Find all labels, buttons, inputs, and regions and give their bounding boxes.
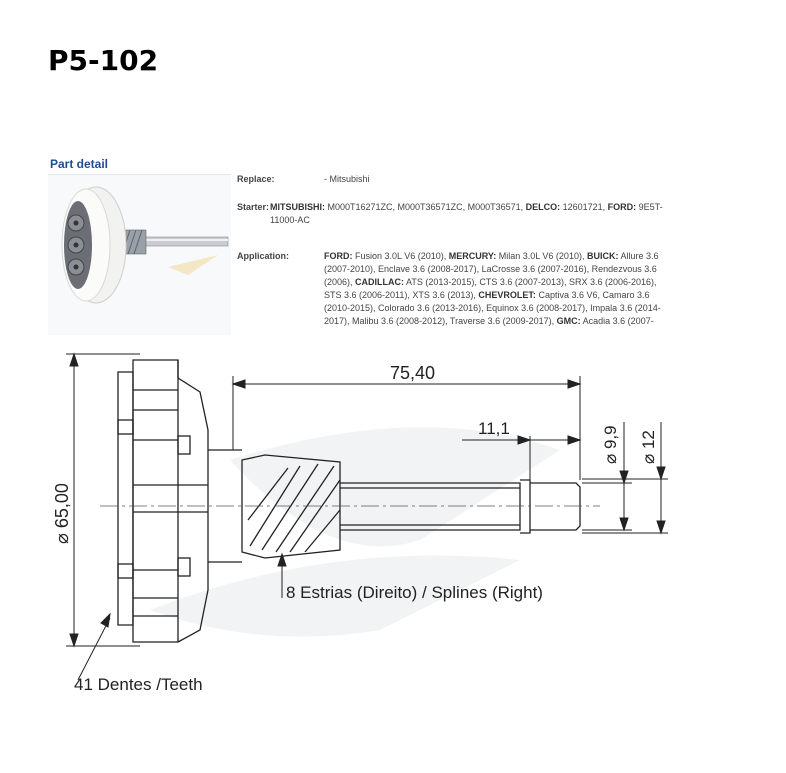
drawing-svg: [0, 340, 786, 768]
brand-name: MITSUBISHI:: [270, 202, 325, 212]
technical-drawing: [0, 340, 786, 768]
page-title: P5-102: [48, 44, 159, 77]
splines-note: 8 Estrias (Direito) / Splines (Right): [286, 583, 543, 602]
starter-label: Starter:: [237, 202, 270, 212]
dim-d1-label: ⌀ 9,9: [601, 425, 620, 464]
brand-models: M000T16271ZC, M000T36571ZC, M000T36571,: [325, 202, 526, 212]
brand-models: Milan 3.0L V6 (2010),: [496, 251, 587, 261]
brand-name: FORD:: [324, 251, 353, 261]
brand-name: FORD:: [607, 202, 637, 212]
part-detail-heading: Part detail: [50, 157, 109, 171]
brand-name: BUICK:: [586, 251, 619, 261]
planetary-gear-image: [48, 175, 231, 335]
brand-name: CADILLAC:: [355, 277, 405, 287]
dim-outer-label: ⌀ 65,00: [52, 483, 72, 544]
dim-spline-label: 11,1: [478, 419, 510, 438]
starter-value: [270, 201, 676, 227]
brand-name: DELCO:: [525, 202, 561, 212]
brand-models: Acadia 3.6 (2007-: [580, 316, 654, 326]
application-label: Application:: [237, 251, 289, 261]
brand-name: GMC:: [556, 316, 581, 326]
brand-name: MERCURY:: [448, 251, 497, 261]
brand-models: Captiva 3.6 V6, Camaro 3.6 (2010-2015), Colorado 3.6 (2013-2016), Equinox 3.6 (2008-2017), Impala 3.6 (2014-2017), Malibu 3.6 (2008-2012), Traverse 3.6 (2009-2017),: [324, 290, 661, 326]
replace-label: Replace:: [237, 174, 275, 184]
part-photo: [48, 174, 231, 335]
dim-length-label: 75,40: [390, 363, 436, 383]
replace-value: - Mitsubishi: [324, 174, 370, 184]
application-value: [324, 250, 666, 328]
brand-models: 12601721,: [560, 202, 608, 212]
brand-models: ATS (2013-2015), CTS 3.6 (2007-2013), SRX 3.6 (2006-2016), STS 3.6 (2006-2011), XTS 3.6 (2013),: [324, 277, 657, 300]
teeth-note: 41 Dentes /Teeth: [74, 675, 203, 694]
brand-name: CHEVROLET:: [478, 290, 536, 300]
part-specs: [236, 174, 676, 335]
brand-models: 9E5T-11000-AC: [270, 202, 663, 225]
dim-d2-label: ⌀ 12: [639, 430, 658, 464]
brand-models: Allure 3.6 (2007-2010), Enclave 3.6 (2008-2017), LaCrosse 3.6 (2007-2016), Rendezvous 3.6 (2006),: [324, 251, 659, 287]
brand-models: Fusion 3.0L V6 (2010),: [352, 251, 449, 261]
